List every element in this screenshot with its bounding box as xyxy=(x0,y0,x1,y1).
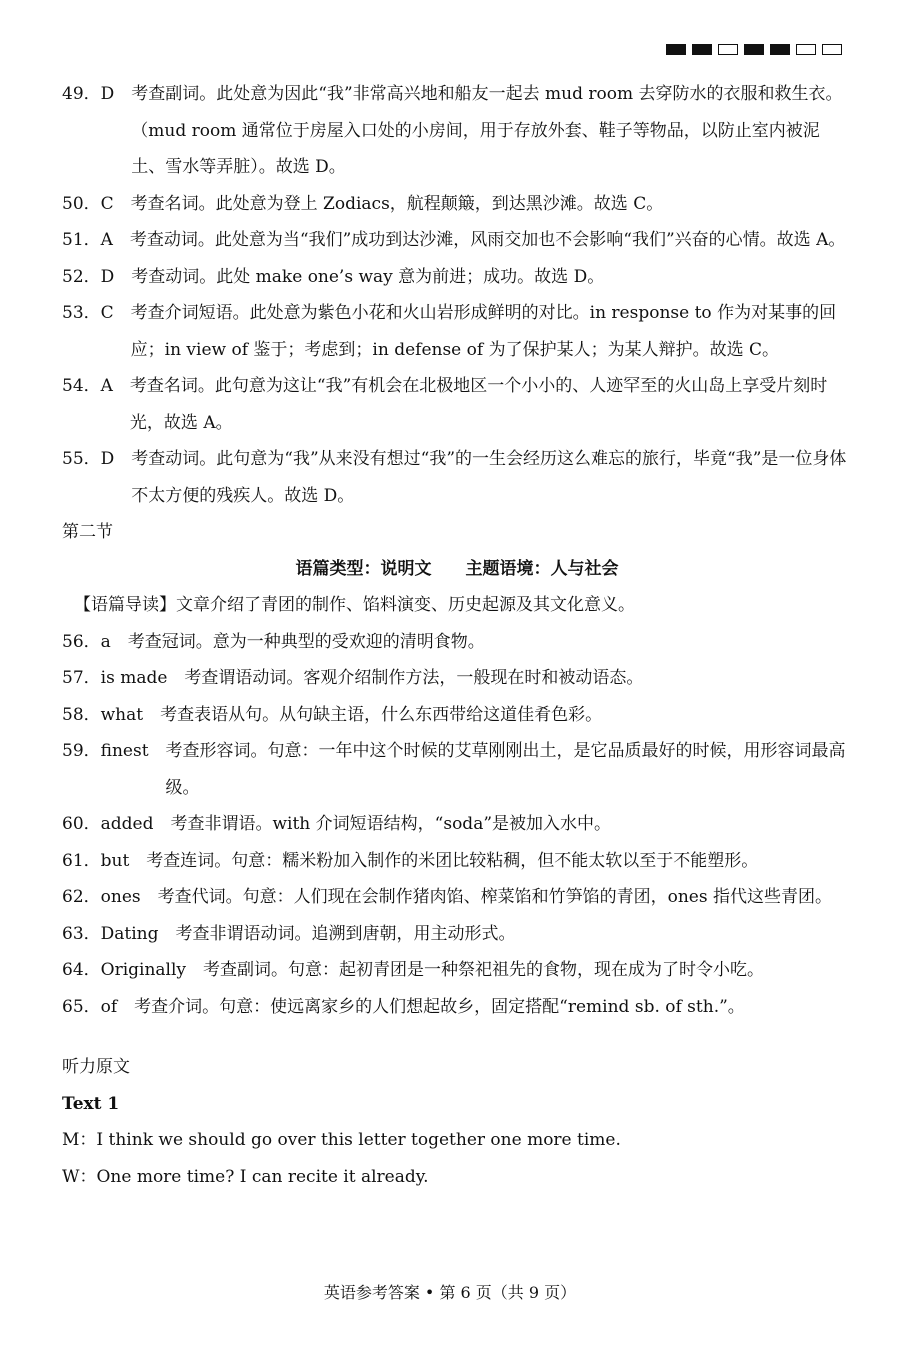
answer-explanation: 考查动词。此处 make one’s way 意为前进；成功。故选 D。 xyxy=(131,266,605,287)
answer-explanation: 考查非谓语动词。追溯到唐朝，用主动形式。 xyxy=(175,923,516,944)
answer-item xyxy=(62,660,852,697)
answer-explanation: 考查表语从句。从句缺主语，什么东西带给这道佳肴色彩。 xyxy=(160,704,603,725)
answer-explanation: 考查非谓语。with 介词短语结构，“soda”是被加入水中。 xyxy=(170,814,612,834)
answer-number: 65．of xyxy=(62,996,135,1017)
empty-box-icon xyxy=(822,44,842,55)
spacer xyxy=(62,1025,852,1049)
header-marks xyxy=(666,44,842,55)
empty-box-icon xyxy=(796,44,816,55)
answer-item xyxy=(62,295,852,368)
answer-number: 53．C xyxy=(62,303,131,323)
answer-item xyxy=(62,952,852,989)
answer-item xyxy=(62,697,852,734)
answer-explanation: 考查代词。句意：人们现在会制作猪肉馅、榨菜馅和竹笋馅的青团，ones 指代这些青团。 xyxy=(157,887,832,907)
answer-item xyxy=(62,76,852,186)
answer-number: 51．A xyxy=(62,230,130,250)
answer-item xyxy=(62,989,852,1026)
answer-item xyxy=(62,843,852,880)
answer-number: 63．Dating xyxy=(62,923,176,944)
answer-number: 59．finest xyxy=(62,741,166,761)
answer-number: 61．but xyxy=(62,850,147,871)
answer-number: 60．added xyxy=(62,814,171,834)
answer-explanation: 考查副词。句意：起初青团是一种祭祀祖先的食物，现在成为了时令小吃。 xyxy=(203,960,765,980)
filled-box-icon xyxy=(770,44,790,55)
answer-explanation: 考查名词。此处意为登上 Zodiacs，航程颠簸，到达黑沙滩。故选 C。 xyxy=(130,193,664,214)
answer-number: 52．D xyxy=(62,266,132,287)
dialogue-line: M：I think we should go over this letter together one more time. xyxy=(62,1130,621,1150)
answer-number: 56．a xyxy=(62,631,128,652)
dialogue-line: W：One more time? I can recite it already. xyxy=(62,1166,429,1187)
filled-box-icon xyxy=(666,44,686,55)
page-content xyxy=(62,76,852,1195)
answer-explanation: 考查动词。此处意为当“我们”成功到达沙滩，风雨交加也不会影响“我们”兴奋的心情。故选 A。 xyxy=(129,230,846,250)
answer-item xyxy=(62,806,852,843)
answer-number: 58．what xyxy=(62,704,161,725)
answer-explanation: 考查连词。句意：糯米粉加入制作的米团比较粘稠，但不能太软以至于不能塑形。 xyxy=(146,850,759,871)
answer-explanation: 考查副词。此处意为因此“我”非常高兴地和船友一起去 mud room 去穿防水的衣服和救生衣。（mud room 通常位于房屋入口处的小房间，用于存放外套、鞋子等物品，以防止室内被泥土、雪水等弄脏）。故选 D。 xyxy=(131,84,843,177)
answer-item xyxy=(62,624,852,661)
empty-box-icon xyxy=(718,44,738,55)
answer-item xyxy=(62,879,852,916)
filled-box-icon xyxy=(692,44,712,55)
passage-intro: 【语篇导读】文章介绍了青团的制作、馅料演变、历史起源及其文化意义。 xyxy=(74,595,635,615)
passage-info: 语篇类型：说明文 主题语境：人与社会 xyxy=(295,558,619,579)
text-label: Text 1 xyxy=(62,1093,120,1114)
answer-number: 55．D xyxy=(62,449,132,469)
section-label: 第二节 xyxy=(62,522,113,542)
answer-explanation: 考查谓语动词。客观介绍制作方法，一般现在时和被动语态。 xyxy=(184,668,644,688)
answer-explanation: 考查名词。此句意为这让“我”有机会在北极地区一个小小的、人迹罕至的火山岛上享受片刻时光，故选 A。 xyxy=(129,376,828,433)
answer-item xyxy=(62,186,852,223)
answer-explanation: 考查介词。句意：使远离家乡的人们想起故乡，固定搭配“remind sb. of sth.”。 xyxy=(134,996,745,1017)
answer-explanation: 考查形容词。句意：一年中这个时候的艾草刚刚出土，是它品质最好的时候，用形容词最高级。 xyxy=(165,741,846,798)
answer-number: 50．C xyxy=(62,193,131,214)
answer-item xyxy=(62,259,852,296)
answer-number: 54．A xyxy=(62,376,130,396)
answer-item xyxy=(62,368,852,441)
answer-number: 64．Originally xyxy=(62,960,204,980)
answer-number: 62．ones xyxy=(62,887,158,907)
page-footer: 英语参考答案 • 第 6 页（共 9 页） xyxy=(323,1283,577,1302)
answer-number: 49．D xyxy=(62,84,132,104)
answer-item xyxy=(62,733,852,806)
grammar-answers xyxy=(62,624,852,1026)
answer-explanation: 考查冠词。意为一种典型的受欢迎的清明食物。 xyxy=(127,631,485,652)
answer-explanation: 考查动词。此句意为“我”从来没有想过“我”的一生会经历这么难忘的旅行，毕竟“我”是一位身体不太方便的残疾人。故选 D。 xyxy=(131,449,847,506)
answer-item xyxy=(62,916,852,953)
cloze-answers xyxy=(62,76,852,514)
answer-explanation: 考查介词短语。此处意为紫色小花和火山岩形成鲜明的对比。in response to 作为对某事的回应；in view of 鉴于；考虑到；in defense of 为了保护某人；为某人辩护。故选 C。 xyxy=(130,303,837,360)
answer-number: 57．is made xyxy=(62,668,185,688)
answer-item xyxy=(62,222,852,259)
listening-title: 听力原文 xyxy=(62,1057,130,1077)
answer-item xyxy=(62,441,852,514)
filled-box-icon xyxy=(744,44,764,55)
